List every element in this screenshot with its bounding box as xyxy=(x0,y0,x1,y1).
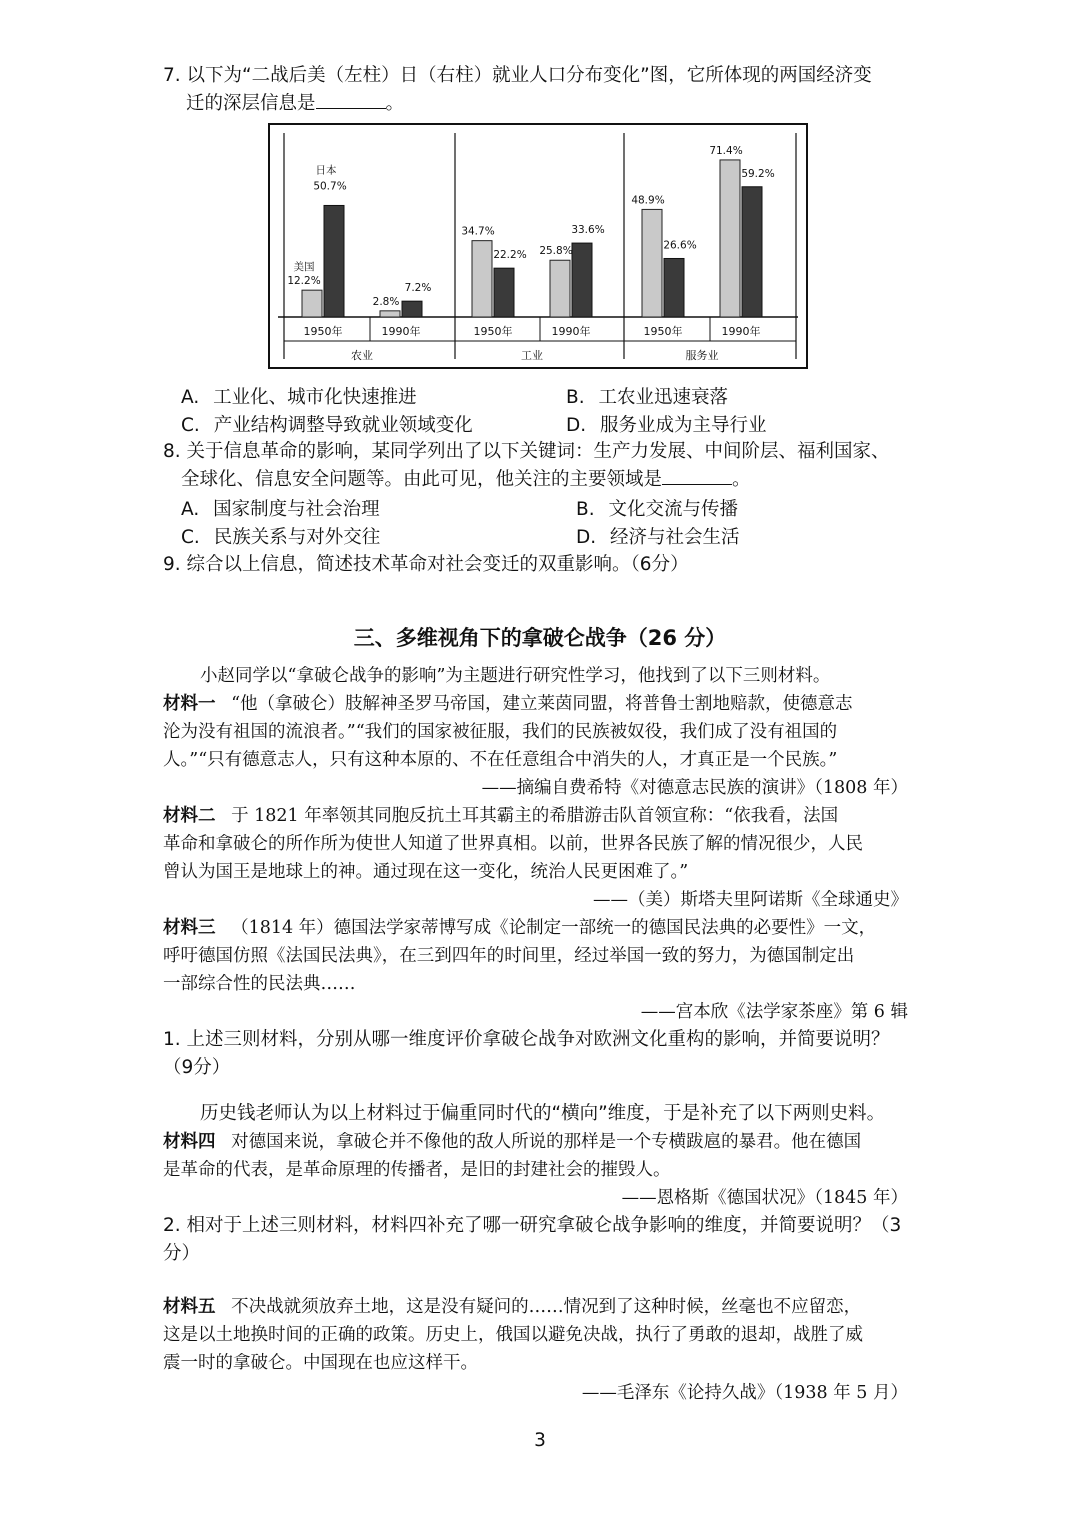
data-label-japan-3: 33.6% xyxy=(571,224,605,237)
data-label-japan-0: 50.7% xyxy=(313,180,347,193)
q7-line1 xyxy=(163,62,872,90)
q8-option-b-text: 文化交流与传播 xyxy=(608,499,738,520)
data-label-japan-2: 22.2% xyxy=(493,249,527,262)
material4-label: 材料四 xyxy=(163,1132,216,1152)
q7-option-b-letter: B. xyxy=(566,387,585,408)
q7-option-c[interactable] xyxy=(181,411,473,437)
q9-number: 9. xyxy=(163,554,181,575)
period-label-3: 1990年 xyxy=(551,325,591,338)
q7-stem-line1: 以下为“二战后美（左柱）日（右柱）就业人口分布变化”图，它所体现的两国经济变 xyxy=(186,65,872,86)
q7-option-b[interactable] xyxy=(566,383,728,409)
q8-line1 xyxy=(163,438,890,466)
data-label-usa-0: 12.2% xyxy=(287,275,321,288)
q7-option-d-text: 服务业成为主导行业 xyxy=(600,415,767,436)
bar-japan-农业-1990年 xyxy=(402,301,422,317)
material3-line1 xyxy=(163,914,876,942)
q8-stem-end: 。 xyxy=(732,469,751,490)
q7-option-a-letter: A. xyxy=(181,387,200,408)
material2-line3: 曾认为国王是地球上的神。通过现在这一变化，统治人民更困难了。” xyxy=(163,862,689,882)
data-label-japan-4: 26.6% xyxy=(663,239,697,252)
data-label-japan-5: 59.2% xyxy=(741,167,775,180)
period-label-0: 1950年 xyxy=(303,325,343,338)
material1-source: ——摘编自费希特《对德意志民族的演讲》（1808 年） xyxy=(481,778,908,798)
q8-option-c[interactable] xyxy=(181,523,380,549)
q8-option-d-text: 经济与社会生活 xyxy=(610,527,740,548)
material3-label: 材料三 xyxy=(163,918,216,938)
material2-line1 xyxy=(163,802,838,830)
q8-stem-line1: 关于信息革命的影响，某同学列出了以下关键词：生产力发展、中间阶层、福利国家、 xyxy=(186,441,890,462)
material5-text-1: 不决战就须放弃土地，这是没有疑问的……情况到了这种时候，丝毫也不应留恋， xyxy=(231,1297,862,1317)
material5-source: ——毛泽东《论持久战》（1938 年 5 月） xyxy=(581,1383,908,1403)
q7-option-c-text: 产业结构调整导致就业领域变化 xyxy=(213,415,473,436)
data-label-japan-1: 7.2% xyxy=(404,282,432,295)
subq2-line2: 分） xyxy=(163,1243,201,1264)
data-label-usa-3: 25.8% xyxy=(539,245,573,258)
data-label-usa-1: 2.8% xyxy=(372,295,400,308)
group-label-农业: 农业 xyxy=(351,349,373,362)
q7-answer-blank[interactable] xyxy=(316,90,386,109)
q8-line2 xyxy=(181,466,751,494)
section3-title xyxy=(0,622,1080,652)
q8-option-c-text: 民族关系与对外交往 xyxy=(213,527,381,548)
q7-option-a[interactable] xyxy=(181,383,417,409)
material5-line3: 震一时的拿破仑。中国现在也应这样干。 xyxy=(163,1353,478,1373)
q8-option-a[interactable] xyxy=(181,495,380,521)
q8-option-d-letter: D. xyxy=(576,527,597,548)
material4-text-1: 对德国来说，拿破仑并不像他的敌人所说的那样是一个专横跋扈的暴君。他在德国 xyxy=(231,1132,862,1152)
data-label-usa-5: 71.4% xyxy=(709,144,743,157)
material1-text-1: “他（拿破仑）肢解神圣罗马帝国，建立莱茵同盟，将普鲁士割地赔款，使德意志 xyxy=(231,694,853,714)
material1-line3: 人。”“只有德意志人，只有这种本原的、不在任意组合中消失的人，才真正是一个民族。” xyxy=(163,750,838,770)
material4-source: ——恩格斯《德国状况》（1845 年） xyxy=(621,1188,908,1208)
bar-japan-工业-1990年 xyxy=(572,243,592,317)
q8-option-b-letter: B. xyxy=(576,499,595,520)
legend-label-japan: 日本 xyxy=(315,164,337,177)
q8-answer-blank[interactable] xyxy=(662,466,732,485)
material1-label: 材料一 xyxy=(163,694,216,714)
bar-usa-农业-1990年 xyxy=(380,311,400,317)
subq1-line1: 1. 上述三则材料，分别从哪一维度评价拿破仑战争对欧洲文化重构的影响，并简要说明？ xyxy=(163,1029,890,1050)
material1-line1 xyxy=(163,690,853,718)
period-label-1: 1990年 xyxy=(381,325,421,338)
q7-option-c-letter: C. xyxy=(181,415,200,436)
material2-line2: 革命和拿破仑的所作所为使世人知道了世界真相。以前，世界各民族了解的情况很少，人民 xyxy=(163,834,863,854)
group-label-工业: 工业 xyxy=(521,349,543,362)
q8-option-d[interactable] xyxy=(576,523,740,549)
q7-stem-end: 。 xyxy=(385,93,405,114)
bar-japan-农业-1950年 xyxy=(324,205,344,317)
bar-usa-工业-1990年 xyxy=(550,260,570,317)
material3-source: ——宫本欣《法学家茶座》第 6 辑 xyxy=(640,1002,908,1022)
material5-line2: 这是以土地换时间的正确的政策。历史上，俄国以避免决战，执行了勇敢的退却，战胜了威 xyxy=(163,1325,863,1345)
group-label-服务业: 服务业 xyxy=(685,349,719,362)
legend-label-usa: 美国 xyxy=(293,261,315,274)
period-label-5: 1990年 xyxy=(721,325,761,338)
q8-option-c-letter: C. xyxy=(181,527,200,548)
material2-source: ——（美）斯塔夫里阿诺斯《全球通史》 xyxy=(593,890,908,910)
q7-option-a-text: 工业化、城市化快速推进 xyxy=(213,387,417,408)
material2-text-1: 于 1821 年率领其同胞反抗土耳其霸主的希腊游击队首领宣称：“依我看，法国 xyxy=(231,806,839,826)
section3-title-text: 三、多维视角下的拿破仑战争（26 分） xyxy=(353,626,727,650)
q7-stem-line2: 迁的深层信息是 xyxy=(186,93,316,114)
bar-japan-服务业-1950年 xyxy=(664,258,684,317)
q8-option-a-letter: A. xyxy=(181,499,200,520)
q7-number: 7. xyxy=(163,65,181,86)
q8-option-b[interactable] xyxy=(576,495,738,521)
material5-line1 xyxy=(163,1293,861,1321)
bar-usa-服务业-1950年 xyxy=(642,209,662,317)
q9-text: 综合以上信息，简述技术革命对社会变迁的双重影响。（6分） xyxy=(186,554,689,575)
q8-number: 8. xyxy=(163,441,181,462)
material3-text-1: （1814 年）德国法学家蒂博写成《论制定一部统一的德国民法典的必要性》一文， xyxy=(231,918,877,938)
material1-line2: 沦为没有祖国的流浪者。”“我们的国家被征服，我们的民族被奴役，我们成了没有祖国的 xyxy=(163,722,838,742)
bar-japan-服务业-1990年 xyxy=(742,187,762,317)
q8-stem-line2: 全球化、信息安全问题等。由此可见，他关注的主要领域是 xyxy=(181,469,663,490)
subq2-line1: 2. 相对于上述三则材料，材料四补充了哪一研究拿破仑战争影响的维度，并简要说明？（3 xyxy=(163,1215,902,1236)
bar-japan-工业-1950年 xyxy=(494,268,514,317)
q8-option-a-text: 国家制度与社会治理 xyxy=(213,499,380,520)
subq1-line2: （9分） xyxy=(163,1057,231,1078)
q7-option-d[interactable] xyxy=(566,411,767,437)
employment-distribution-chart xyxy=(268,123,808,369)
material3-line3: 一部综合性的民法典…… xyxy=(163,974,356,994)
data-label-usa-2: 34.7% xyxy=(461,225,495,238)
bar-usa-服务业-1990年 xyxy=(720,160,740,317)
material2-label: 材料二 xyxy=(163,806,216,826)
section3-intro2: 历史钱老师认为以上材料过于偏重同时代的“横向”维度，于是补充了以下两则史料。 xyxy=(200,1103,886,1124)
material3-line2: 呼吁德国仿照《法国民法典》，在三到四年的时间里，经过举国一致的努力，为德国制定出 xyxy=(163,946,855,966)
q7-option-d-letter: D. xyxy=(566,415,587,436)
q7-option-b-text: 工农业迅速衰落 xyxy=(598,387,728,408)
period-label-2: 1950年 xyxy=(473,325,513,338)
period-label-4: 1950年 xyxy=(643,325,683,338)
material4-line2: 是革命的代表，是革命原理的传播者，是旧的封建社会的摧毁人。 xyxy=(163,1160,671,1180)
bar-usa-农业-1950年 xyxy=(302,290,322,317)
section3-intro: 小赵同学以“拿破仑战争的影响”为主题进行研究性学习，他找到了以下三则材料。 xyxy=(200,666,831,686)
material5-label: 材料五 xyxy=(163,1297,216,1317)
q9 xyxy=(163,551,689,579)
material4-line1 xyxy=(163,1128,861,1156)
page-number: 3 xyxy=(534,1430,546,1451)
data-label-usa-4: 48.9% xyxy=(631,194,665,207)
bar-usa-工业-1950年 xyxy=(472,241,492,317)
q7-line2 xyxy=(186,90,404,118)
